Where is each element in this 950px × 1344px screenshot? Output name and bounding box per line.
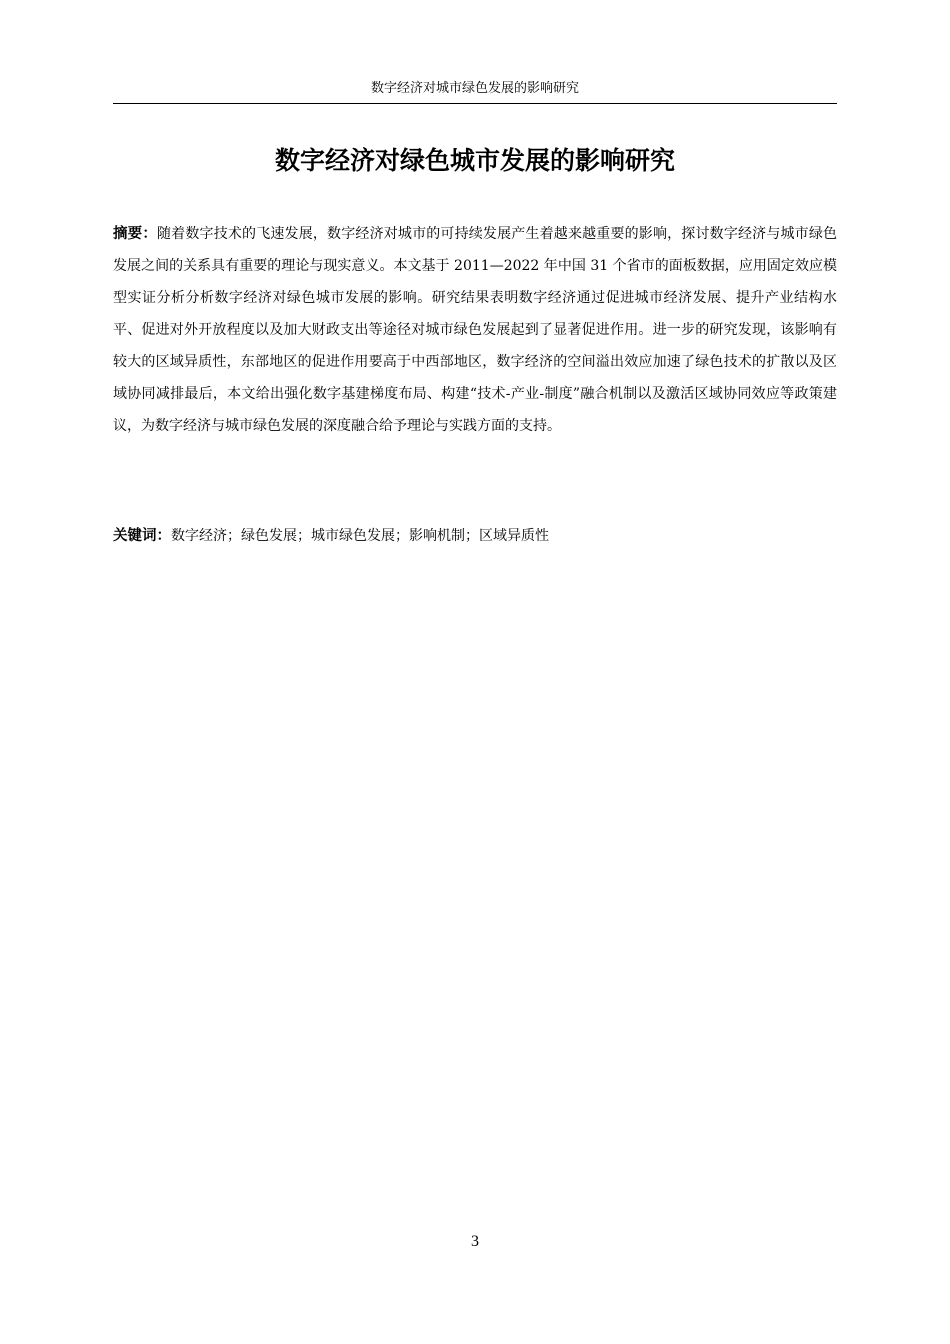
running-header: 数字经济对城市绿色发展的影响研究 [370, 81, 579, 96]
abstract-label: 摘要： [113, 226, 158, 242]
abstract-paragraph [113, 218, 837, 442]
abstract-text: 随着数字技术的飞速发展，数字经济对城市的可持续发展产生着越来越重要的影响，探讨数字经济与城市绿色发展之间的关系具有重要的理论与现实意义。本文基于 2011—2022 年中国 31 个省市的面板数据，应用固定效应模型实证分析分析数字经济对绿色城市发展的影响。研究结果表明数字经济通过促进城市经济发展、提升产业结构水平、促进对外开放程度以及加大财政支出等途径对城市绿色发展起到了显著促进作用。进一步的研究发现，该影响有较大的区域异质性，东部地区的促进作用要高于中西部地区，数字经济的空间溢出效应加速了绿色技术的扩散以及区域协同减排最后，本文给出强化数字基建梯度布局、构建“技术-产业-制度”融合机制以及激活区域协同效应等政策建议，为数字经济与城市绿色发展的深度融合给予理论与实践方面的支持。 [113, 226, 838, 434]
header-divider [113, 103, 837, 104]
keywords-line [113, 522, 837, 550]
keywords-label: 关键词： [113, 528, 171, 544]
keywords-text: 数字经济；绿色发展；城市绿色发展；影响机制；区域异质性 [171, 528, 549, 544]
paper-title: 数字经济对绿色城市发展的影响研究 [274, 146, 675, 175]
page-number: 3 [471, 1233, 479, 1250]
